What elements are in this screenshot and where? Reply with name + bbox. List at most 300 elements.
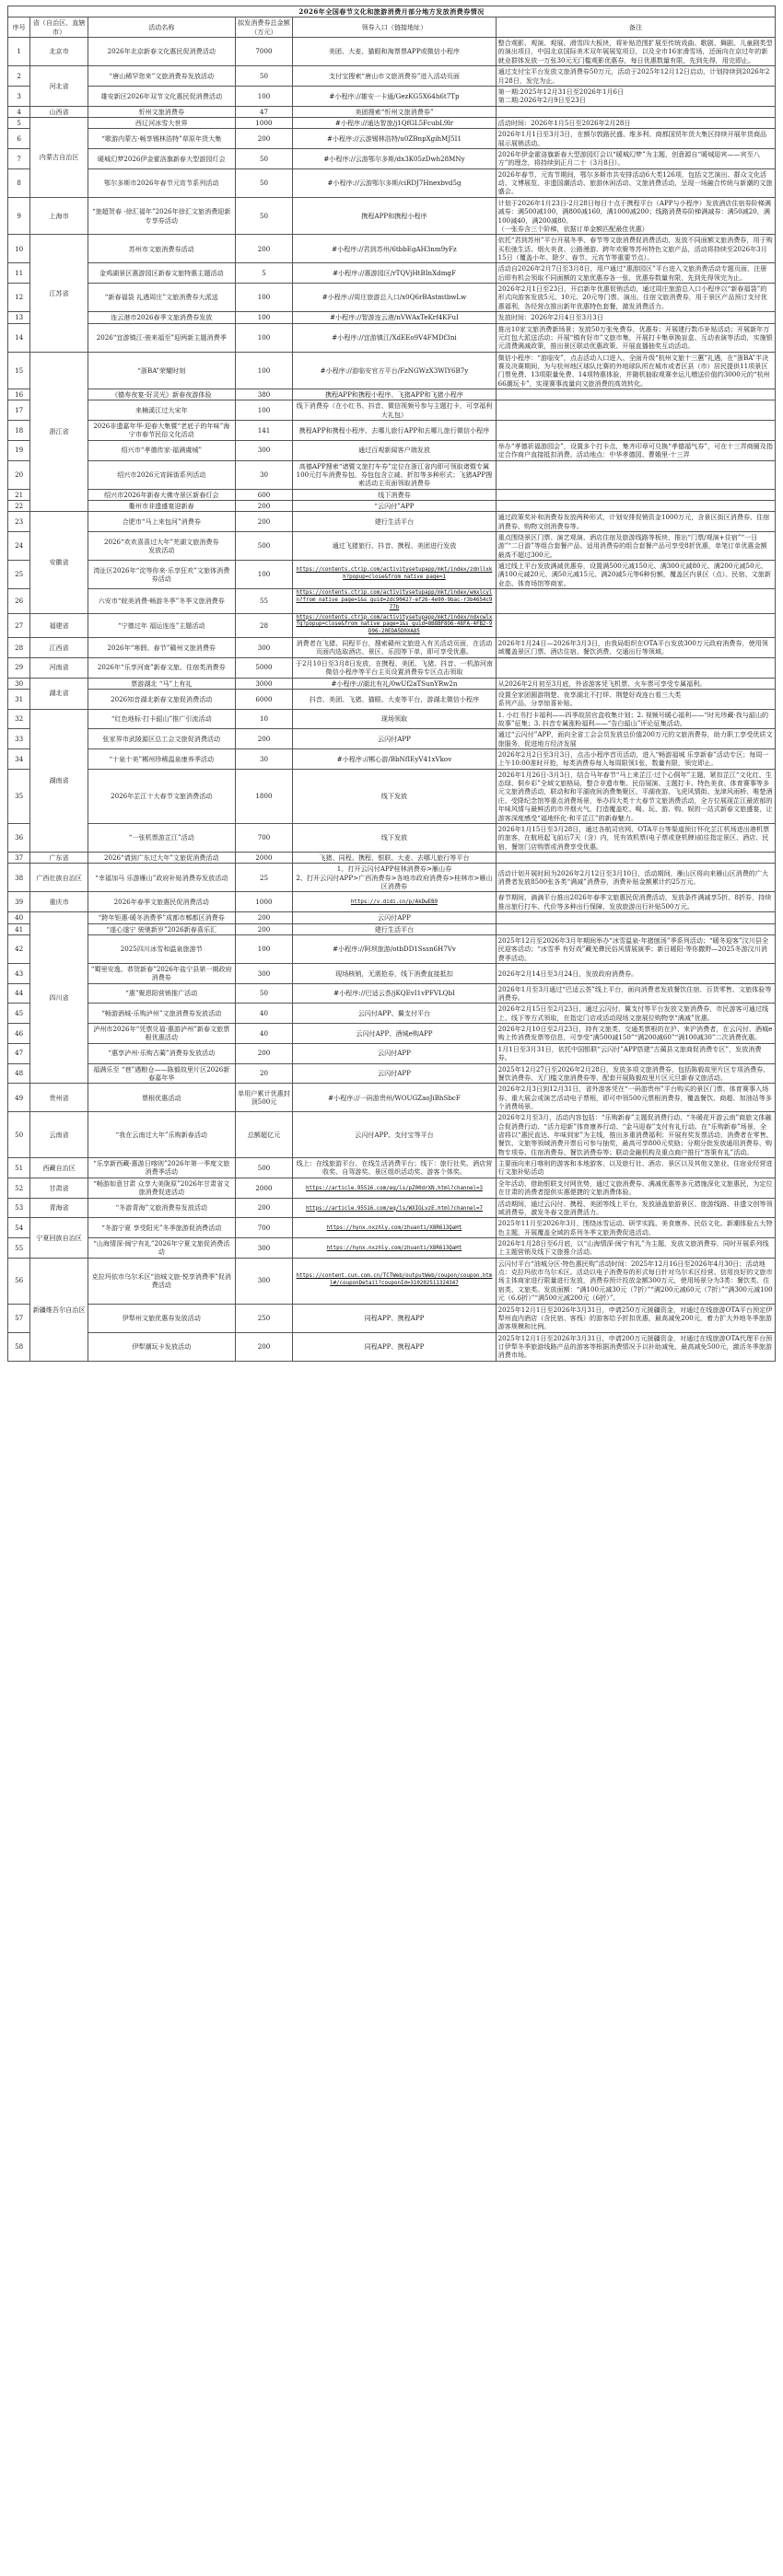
activity-name-cell: 鄂尔多斯市2026年春节元宵节系列活动 — [88, 168, 235, 197]
amount-cell: 50 — [235, 66, 293, 87]
note-cell — [496, 489, 775, 500]
note-cell — [496, 613, 775, 637]
entry-link[interactable]: https://contents.ctrip.com/activitysetupapp/mkt/index/wmxlcyln?from_native_page=1&s_guid=2dc90427-ef26-4e90-9bac-r3b4654c977b — [296, 590, 493, 610]
row-index: 29 — [8, 657, 30, 678]
row-index: 12 — [8, 284, 30, 312]
table-row — [8, 1112, 776, 1158]
entry-cell[interactable] — [293, 1198, 496, 1218]
amount-cell: 50 — [235, 983, 293, 1004]
row-index: 6 — [8, 129, 30, 149]
province-cell: 广西壮族自治区 — [30, 864, 88, 892]
activity-name-cell: 连云港市2026春季文旅消费券发放 — [88, 312, 235, 323]
row-index: 40 — [8, 912, 30, 923]
amount-cell: 200 — [235, 1043, 293, 1063]
entry-cell: 建行生活平台 — [293, 923, 496, 934]
row-index: 27 — [8, 613, 30, 637]
entry-cell: #小程序://云游鄂尔多斯/dx3K05zDwh28MNy — [293, 149, 496, 169]
row-index: 10 — [8, 235, 30, 263]
amount-cell: 200 — [235, 1198, 293, 1218]
table-row — [8, 1304, 776, 1332]
entry-cell: 云闪付APP、支付宝等平台 — [293, 1112, 496, 1158]
table-row — [8, 460, 776, 489]
entry-cell[interactable] — [293, 1238, 496, 1259]
entry-cell: 抖音、美团、飞猪、猫眼、大麦等平台，游湖北微信小程序 — [293, 689, 496, 709]
table-row — [8, 1238, 776, 1259]
note-cell — [496, 421, 775, 441]
entry-cell: 现场核销，无需抢券，线下消费直接抵扣 — [293, 963, 496, 983]
note-cell: 2025年12月27日至2026年2月28日，发放多项文旅消费券，包括陈毅故里片区专项消费券、餐饮消费券、无门槛文旅消费券等，配套开展陈毅故里片区元旦新春文旅活动。 — [496, 1063, 775, 1084]
row-index: 13 — [8, 312, 30, 323]
activity-name-cell: 2026年“乐享河南”新春文旅、住宿类消费券 — [88, 657, 235, 678]
row-index: 21 — [8, 489, 30, 500]
entry-cell: 于2月10日至3月8日发放，在携程、美团、飞猪、抖音、一机游河南微信小程序等平台主页设置消费券专区点击领取 — [293, 657, 496, 678]
activity-name-cell: “幸福加马 乐游雁山”政府补贴消费券发放活动 — [88, 864, 235, 892]
province-cell: 北京市 — [30, 38, 88, 66]
province-cell: 江西省 — [30, 638, 88, 658]
table-header-row — [8, 17, 776, 38]
activity-name-cell: 2026“欢欢喜喜过大年”芜湖文旅消费券 发放活动 — [88, 532, 235, 561]
province-cell: 内蒙古自治区 — [30, 117, 88, 197]
amount-cell: 600 — [235, 489, 293, 500]
row-index: 25 — [8, 561, 30, 589]
entry-cell: 消费者在飞猪、同程平台，搜索赣州文旅进入有关活动页面，在活动页面内选取酒店、景区、乐园等下单，即可享受优惠。 — [293, 638, 496, 658]
row-index: 2 — [8, 66, 30, 87]
amount-cell: 3000 — [235, 678, 293, 689]
activity-name-cell: 苏州市文旅消费券活动 — [88, 235, 235, 263]
entry-link[interactable]: https://v.didi.cn/p/AkDwEB9 — [350, 899, 438, 906]
note-cell: 活动时间：2026年1月5日至2026年2月28日 — [496, 117, 775, 128]
table-row — [8, 657, 776, 678]
activity-name-cell: 绍兴市2026年新春大佛寺景区新春灯会 — [88, 489, 235, 500]
amount-cell: 200 — [235, 512, 293, 532]
note-cell: 主要面向来日喀则的游客和本地游客，以及旅行社、酒店、景区以及其他文旅业、住宿业经营进行文旅补贴活动 — [496, 1158, 775, 1178]
note-cell: 设置全家团圆游荆楚、夜享湖北不打烊、荆楚好戏连台看三大类 系列产品，分享惊喜补贴。 — [496, 689, 775, 709]
activity-name-cell: 2025四川冰雪和温泉旅游节 — [88, 934, 235, 963]
province-cell: 山西省 — [30, 106, 88, 117]
row-index: 5 — [8, 117, 30, 128]
note-cell: 2026年1月28日至6月底，以“山海情深·闽宁有礼”为主题，发放文旅消费券，同时开展系列线上主题营销及线下文旅推介活动。 — [496, 1238, 775, 1259]
table-row — [8, 1178, 776, 1198]
activity-name-cell: “十泉十美”郴州珍稀温泉康养季活动 — [88, 749, 235, 770]
province-cell: 贵州省 — [30, 1084, 88, 1112]
row-index: 15 — [8, 352, 30, 389]
entry-cell: 云闪付APP — [293, 1043, 496, 1063]
entry-cell: 美团搜索“忻州文旅消费券” — [293, 106, 496, 117]
amount-cell: 1000 — [235, 117, 293, 128]
row-index: 43 — [8, 963, 30, 983]
activity-name-cell: “遂心遂宁 骏驰新岁”2026新春喜乐汇 — [88, 923, 235, 934]
entry-cell: #小程序://云游鄂尔多斯/ciRDJ7Hnexbvd5g — [293, 168, 496, 197]
entry-link[interactable]: https://contents.ctrip.com/activitysetupapp/mkt/index/zdnllxkh?popup=close&from_native_page=1 — [296, 567, 493, 581]
amount-cell: 300 — [235, 1258, 293, 1304]
province-cell: 安徽省 — [30, 512, 88, 613]
entry-link[interactable]: https://contents.ctrip.com/activitysetupapp/mkt/index/ndxcwlxfq?popup=close&from_native_page=1&s_guid=8B8BF8O6-48FA-4FB2-9D96-20EDA5D0XA85 — [296, 614, 493, 635]
column-header-amount: 拟发消费券总金额（万元） — [235, 17, 293, 38]
entry-cell: 支付宝搜索“唐山市文旅消费券”进入活动页面 — [293, 66, 496, 87]
row-index: 39 — [8, 892, 30, 912]
entry-link[interactable]: https://content.cun.com.cn/TCTWeb/outputWeb/coupon/coupon.html#/couponDetail?couponId=310202511324347 — [296, 1273, 493, 1287]
entry-cell: 云闪付APP、翼支付平台 — [293, 1004, 496, 1024]
entry-cell[interactable] — [293, 613, 496, 637]
row-index: 54 — [8, 1218, 30, 1238]
entry-cell: #小程序://游临安官方平台/FzNGWzX3WIY6B7y — [293, 352, 496, 389]
entry-link[interactable]: https://hynx.nxzhly.com/zhuanti/X8R613QaHt — [326, 1225, 462, 1232]
amount-cell: 单用户累计优惠封顶500元 — [235, 1084, 293, 1112]
province-cell: 河北省 — [30, 66, 88, 106]
province-cell: 西藏自治区 — [30, 1158, 88, 1178]
table-row — [8, 934, 776, 963]
note-cell: 通过“云闪付”APP，面向全省工会会员发放总价值200万元的文旅消费券，助力职工享受优质文旅服务，促进地方经济发展 — [496, 729, 775, 749]
note-cell: 2026年2月10日至2月23日，持有文旅类、交通类票根的在沪、来沪消费者，在云闪付、酒城e购上传消费发票等信息，可享受“满500减150”“满200减60”“满100减30”二次消费优惠。 — [496, 1024, 775, 1044]
note-cell: 微信小程序：“游临安”，点击活动入口进入、全面升级“杭州文旅十三蕙”礼遇，在“浙BA”半决赛及决赛期间，为与杭州地区球队比赛的外地球队所在城市或者区县（市）居民提供11项景区门票免费、13项限量免费、14项特惠体验，并随机抽取观赛幸运儿赠送价值约3000元的“杭州66潮玩卡”，实现赛事流量向文旅消费的高效转化。 — [496, 352, 775, 389]
row-index: 49 — [8, 1084, 30, 1112]
activity-name-cell: “唐山稀罕您来”文旅消费券发放活动 — [88, 66, 235, 87]
note-cell — [496, 912, 775, 923]
row-index: 41 — [8, 923, 30, 934]
entry-cell: 云闪付APP — [293, 912, 496, 923]
activity-name-cell: 六安市“皖美消费·畅游冬季”冬季文旅消费券 — [88, 589, 235, 613]
row-index: 38 — [8, 864, 30, 892]
entry-cell: #小程序://惠游园区/rTQVjHtBInXdmgF — [293, 263, 496, 284]
row-index: 37 — [8, 852, 30, 863]
table-row — [8, 823, 776, 852]
activity-name-cell: 2026“宜游镇江·骏来福至”迎两新主题消费季 — [88, 323, 235, 352]
activity-name-cell: 克拉玛依市乌尔禾区“油城文旅·悦享消费季”促消费活动 — [88, 1258, 235, 1304]
entry-cell[interactable] — [293, 1258, 496, 1304]
note-cell: 2026年1月26日-3月3日，结合马年春节“马上来芷江·过个心侗年”主题，紧扣芷江“文化红、生态绿、侗乡彩”全域文旅格局，整合非遗市集、民俗展演、主题打卡、特色美食、体育赛事等多元文旅消费活动，联动和和平湖夜间消费集聚区、平湖夜游、飞虎风情街、龙津风雨桥、唯楚酒庄、受降纪念馆等重点消费场景，举办四大类十大春节文旅消费活动，全方位展现芷江最浓郁的年味风情与最鲜活的市井烟火气，打造覆盖吃、喝、玩、游、购、娱的一站式新春文旅盛宴，让游客深度感受“福地怀化·和平芷江”的新春魅力。 — [496, 769, 775, 823]
row-index: 14 — [8, 323, 30, 352]
entry-cell: 线下发放 — [293, 769, 496, 823]
table-row — [8, 963, 776, 983]
note-cell: 2026年2月1日至23日，开启新年优惠促销活动，通过周庄旅游总入口小程序以“新春福袋”的形式向游客发放5元、10元、20元等门票、演出、住宿文旅消费券，用于景区产品预订支付优惠福利，各经营点推出新年优惠特色套餐，激发消费活力。 — [496, 284, 775, 312]
activity-name-cell: 2026“请到广东过大年”文旅促消费活动 — [88, 852, 235, 863]
note-cell: 整合观影、观演、观展、滑雪四大板块，将补贴范围扩展至传统戏曲、歌剧、舞剧、儿童剧类型的演出项目，中国北京国际美术双年展展览项目，以及全市16家滑雪场，还面向在京过年的新就业群体发放一万张30元无门槛观影优惠券，每日优惠数量有限，先到先得，用完即止。 — [496, 38, 775, 66]
row-index: 44 — [8, 983, 30, 1004]
amount-cell: 47 — [235, 106, 293, 117]
note-cell: 2026年2月2日至3月3日，点击小程序首页活动，进入“畅游福城 乐享新春”活动专区；每周一上午10:00准时开抢，每类消费券每人每周限领1张，数量有限，领完即止。 — [496, 749, 775, 770]
row-index: 32 — [8, 709, 30, 729]
row-index: 33 — [8, 729, 30, 749]
row-index: 56 — [8, 1258, 30, 1304]
table-row — [8, 197, 776, 234]
activity-name-cell: “歌游内蒙古·畅享锡林浩特”草原年货大集 — [88, 129, 235, 149]
note-cell: 2025年12月1日至2026年3月31日，申请200万元援疆资金，对通过在线旅游OTA代理平台预订伊犁冬季旅游线路产品的游客等根据消费情况予以补助减免，最高减免500元，激活冬季旅游消费市场。 — [496, 1332, 775, 1361]
entry-cell: 通过飞猪旅行、抖音、携程、美团进行发放 — [293, 532, 496, 561]
table-title-row — [8, 6, 776, 17]
table-row — [8, 589, 776, 613]
entry-cell: 建行生活平台 — [293, 512, 496, 532]
table-row — [8, 117, 776, 128]
activity-name-cell: “我在云南过大年”乐购新春活动 — [88, 1112, 235, 1158]
activity-name-cell: “浙BA”荣耀时刻 — [88, 352, 235, 389]
row-index: 53 — [8, 1198, 30, 1218]
table-row — [8, 389, 776, 400]
table-row — [8, 1043, 776, 1063]
table-row — [8, 500, 776, 511]
note-cell — [496, 389, 775, 400]
row-index: 26 — [8, 589, 30, 613]
entry-cell: 云闪付APP — [293, 1063, 496, 1084]
entry-cell: #小程序://雄安一卡通/GezKG5X64h6t7Tp — [293, 86, 496, 106]
activity-name-cell: “冬游青海”文旅消费券发放活动 — [88, 1198, 235, 1218]
note-cell: 计划于2026年1月23日-2月28日每日十点于携程平台（APP与小程序）发放酒店住宿券阶梯满减券：满500减100，满800减160，满1000减200；线路消费券阶梯满减券：满50减20，满100减40，满200减80。 （一张券含三个阶梯，依据订单金额匹配最佳优惠） — [496, 197, 775, 234]
row-index: 11 — [8, 263, 30, 284]
activity-name-cell: “一张机票游芷江”活动 — [88, 823, 235, 852]
note-cell — [496, 500, 775, 511]
table-row — [8, 106, 776, 117]
row-index: 45 — [8, 1004, 30, 1024]
note-cell: 发放时间：2026年2月4日至3月3日 — [496, 312, 775, 323]
note-cell — [496, 852, 775, 863]
note-cell — [496, 657, 775, 678]
amount-cell: 10 — [235, 709, 293, 729]
row-index: 48 — [8, 1063, 30, 1084]
activity-name-cell: “蜀里安逸、恭贺新春”2026年盐宁县第一期政府消费券 — [88, 963, 235, 983]
note-cell: 1月1日至3月31日，依托中国银联“云闪付”APP搭建“古蔺县文旅商促消费专区”，发放消费券。 — [496, 1043, 775, 1063]
entry-link[interactable]: https://hynx.nxzhly.com/zhuanti/X8R613QaHt — [326, 1245, 462, 1251]
note-cell: 依托“君到苏州”平台开展冬季、春节等文旅消费促消费活动，发放不同面额文旅消费券，用于购买松弛生活、烟火美食、公路漫游、跨年欢聚等苏州特色文旅产品，活动将持续至2026年3月15日（覆盖小年、除夕、春节、元宵节等重要节点）。 — [496, 235, 775, 263]
amount-cell: 30 — [235, 460, 293, 489]
consumption-voucher-table — [7, 6, 776, 1362]
amount-cell: 6000 — [235, 689, 293, 709]
entry-link[interactable]: https://article.95516.com/eq/ls/pZ00drXN.html?channel=3 — [306, 1185, 483, 1191]
activity-name-cell: “新春福袋 礼遇周庄”文旅消费券大派送 — [88, 284, 235, 312]
column-header-province: 省（自治区、直辖市） — [30, 17, 88, 38]
column-header-entry: 领券入口（链接地址） — [293, 17, 496, 38]
row-index: 18 — [8, 421, 30, 441]
table-row — [8, 1332, 776, 1361]
entry-cell: #小程序://云游锡林浩特/u0ZBnpXgihMJ5I1 — [293, 129, 496, 149]
entry-cell: #小程序://通达智旅/j1QfGL5FcubL9lr — [293, 117, 496, 128]
row-index: 19 — [8, 440, 30, 460]
row-index: 17 — [8, 400, 30, 421]
activity-name-cell: “惠享泸州·乐购古蔺”消费券发放活动 — [88, 1043, 235, 1063]
row-index: 20 — [8, 460, 30, 489]
amount-cell: 50 — [235, 168, 293, 197]
table-row — [8, 352, 776, 389]
table-row — [8, 489, 776, 500]
table-row — [8, 1084, 776, 1112]
note-cell: 2026年1月24日—2026年3月3日，由我局组织在OTA平台发放300万元政府消费券，使用领域覆盖景区门票、酒店住宿、餐饮消费、交通出行等领域。 — [496, 638, 775, 658]
amount-cell: 200 — [235, 235, 293, 263]
table-row — [8, 852, 776, 863]
table-row — [8, 1218, 776, 1238]
amount-cell: 700 — [235, 823, 293, 852]
activity-name-cell: 伊犁潮玩卡发放活动 — [88, 1332, 235, 1361]
note-cell: 活动期间，通过云闪付、携程、美团等线上平台，发放涵盖旅游景区、旅游线路、非遗文创等领域消费券，激发冬春文旅消费活力。 — [496, 1198, 775, 1218]
activity-name-cell: 2026年“寒假、春节”赣州文旅消费券 — [88, 638, 235, 658]
column-header-activity: 活动名称 — [88, 17, 235, 38]
row-index: 35 — [8, 769, 30, 823]
entry-cell: 线下发放 — [293, 823, 496, 852]
entry-cell: #小程序://宜游镇江/XdEEo9V4FMDf3ni — [293, 323, 496, 352]
amount-cell: 100 — [235, 86, 293, 106]
row-index: 4 — [8, 106, 30, 117]
amount-cell: 1800 — [235, 769, 293, 823]
table-row — [8, 1063, 776, 1084]
row-index: 30 — [8, 678, 30, 689]
amount-cell: 5000 — [235, 657, 293, 678]
province-cell: 宁夏回族自治区 — [30, 1218, 88, 1258]
note-cell: 2026年2月至3月，活动内容包括：“乐购新春”主题促消费行动、“冬暖花开游云南”商旅文体融合促消费行动、“活力迎新”体育康养行动、“金马迎春”支付有礼行动。在“乐购新春”场景，全省将以“惠民直达、年味到家”为主线，推出多重消费福利；开展有奖发票活动，消费者在零售、餐饮、文旅等领域消费开票后可参与抽奖，最高可享800元奖励；分期分批发放通用消费券、购物专项券、住宿消费券、餐饮消费券等；联动金融机构及重点商户推行“答策有礼”活动。 — [496, 1112, 775, 1158]
amount-cell: 141 — [235, 421, 293, 441]
note-cell: 2026年1月至3月通过“巴适云荟”线上平台，面向消费者发放餐饮住宿、百货零售、文旅体验等消费券。 — [496, 983, 775, 1004]
row-index: 7 — [8, 149, 30, 169]
note-cell: 2025年11月至2026年3月，围绕冰雪运动、研学实践、美食康养、民俗文化、新潮体验五大特色主题，开展覆盖全域的系列冬季文旅消费促进活动。 — [496, 1218, 775, 1238]
column-header-note: 备注 — [496, 17, 775, 38]
note-cell — [496, 923, 775, 934]
note-cell: 活动自2026年2月7日至3月8日，用户通过“惠游园区”平台进入文旅消费活动专题页面，注册后即有机会领取不同面额的文旅优惠券各一张，优惠券数量有限，先到先得领完为止。 — [496, 263, 775, 284]
row-index: 42 — [8, 934, 30, 963]
row-index: 9 — [8, 197, 30, 234]
amount-cell: 28 — [235, 613, 293, 637]
amount-cell: 200 — [235, 500, 293, 511]
amount-cell: 300 — [235, 1238, 293, 1259]
amount-cell: 250 — [235, 1304, 293, 1332]
entry-cell: 现场领取 — [293, 709, 496, 729]
entry-cell: 携程APP和携程小程序 — [293, 197, 496, 234]
entry-cell: 线上：在线旅游平台、在线生活消费平台；线下：旅行社奖、酒店营收奖、自驾游奖、景区组织活动奖、游客个体奖。 — [293, 1158, 496, 1178]
note-cell: 从2026年2月初至3月底，外省游客凭飞机票、火车票可享受专属福利。 — [496, 678, 775, 689]
province-cell: 四川省 — [30, 912, 88, 1084]
note-cell — [496, 106, 775, 117]
table-row — [8, 512, 776, 532]
note-cell: 通过线上平台发放满减优惠券，设置满500元减150元、满300元减80元、满200元减50元、满100元减20元、满50元减15元、满20减5元等6种份额，覆盖区内景区（点）、民宿、文旅新业态、体育场馆等商家。 — [496, 561, 775, 589]
row-index: 57 — [8, 1304, 30, 1332]
amount-cell: 300 — [235, 638, 293, 658]
amount-cell: 100 — [235, 323, 293, 352]
note-cell: 2026年2月3日到12月31日，省外游客凭在“一码游贵州”平台购买的景区门票、体育赛事入场券、重大展会或演艺活动电子票根，即可申领500元票根消费券，覆盖餐饮、商超、加油站等多个消费场景。 — [496, 1084, 775, 1112]
activity-name-cell: “畅游酒城·乐购泸州”文旅消费券发放活动 — [88, 1004, 235, 1024]
note-cell — [496, 400, 775, 421]
note-cell: 重点围绕景区门票、演艺观演、酒店住宿及旅游线路等板块，推出“门票/观演+住宿”“一日游”“二日游”等组合套餐产品。适用消费券的组合套餐产品可享受8折优惠，单笔订单优惠金额最高不超过300元。 — [496, 532, 775, 561]
note-cell: 云闪付平台“油城分区·特色惠民购”活动时间：2025年12月16日至2026年4月30日；活动地点：克拉玛依市乌尔禾区。活动以电子消费券的形式每日针对乌尔禾区经营、信用良好的文旅市场主体商家进行限量进行发放，消费券预计投放金额300万元，使用场景分为3类：餐饮类、住宿类、文旅类。发放面额：“满100元减30元（7折）”“满200元减60元（7折）”“满300元减100元（6.6折）”“满500元减200元（6折）”。 — [496, 1258, 775, 1304]
table-row — [8, 1258, 776, 1304]
amount-cell: 700 — [235, 1218, 293, 1238]
table-row — [8, 284, 776, 312]
amount-cell: 100 — [235, 934, 293, 963]
amount-cell: 2000 — [235, 1178, 293, 1198]
amount-cell: 7000 — [235, 38, 293, 66]
row-index: 16 — [8, 389, 30, 400]
province-cell: 青海省 — [30, 1198, 88, 1218]
column-header-index: 序号 — [8, 17, 30, 38]
entry-cell: 云闪付APP — [293, 729, 496, 749]
table-row — [8, 440, 776, 460]
activity-name-cell: “红色地标·打卡韶山”推广引流活动 — [88, 709, 235, 729]
table-row — [8, 400, 776, 421]
row-index: 51 — [8, 1158, 30, 1178]
activity-name-cell: 2026年春季文旅惠民促消费活动 — [88, 892, 235, 912]
province-cell: 云南省 — [30, 1112, 88, 1158]
activity-name-cell: “宁德过年 福运连连”主题活动 — [88, 613, 235, 637]
amount-cell: 50 — [235, 149, 293, 169]
province-cell: 甘肃省 — [30, 1178, 88, 1198]
activity-name-cell: “惠”聚恩阳营销推广活动 — [88, 983, 235, 1004]
activity-name-cell: 合肥市“马上来包河”消费券 — [88, 512, 235, 532]
activity-name-cell: “山海情深·闽宁有礼”2026年宁夏文旅促消费活动 — [88, 1238, 235, 1259]
activity-name-cell: 2026非遗嘉年华·迎春大集暨“老底子的年味”海宁市春节民俗文化活动 — [88, 421, 235, 441]
table-row — [8, 689, 776, 709]
entry-cell: 线下消费券 — [293, 489, 496, 500]
activity-name-cell: 票游湖北 “马”上有礼 — [88, 678, 235, 689]
amount-cell: 380 — [235, 389, 293, 400]
entry-cell[interactable] — [293, 561, 496, 589]
note-cell — [496, 460, 775, 489]
province-cell: 湖南省 — [30, 709, 88, 852]
amount-cell: 200 — [235, 923, 293, 934]
activity-name-cell: 泸州市2026年“凭票兑福·惠游泸州”新春文旅票根优惠活动 — [88, 1024, 235, 1044]
table-row — [8, 923, 776, 934]
activity-name-cell: 伊犁州文旅优惠券发放活动 — [88, 1304, 235, 1332]
table-row — [8, 769, 776, 823]
amount-cell: 100 — [235, 284, 293, 312]
entry-link[interactable]: https://article.95516.com/eq/ls/WXIGLvzE.html?channel=7 — [306, 1205, 483, 1212]
table-row — [8, 38, 776, 66]
note-cell: 1. 小红书打卡福利——四季故居官盒收集计划；2. 视频号暖心福利——“时光珍藏·我与韶山的故事”征集；3. 抖音专属涨粉福利——“告白韶山”评论征集活动。 — [496, 709, 775, 729]
amount-cell: 100 — [235, 400, 293, 421]
amount-cell: 2000 — [235, 852, 293, 863]
table-row — [8, 263, 776, 284]
entry-cell[interactable] — [293, 1218, 496, 1238]
table-row — [8, 613, 776, 637]
row-index: 22 — [8, 500, 30, 511]
note-cell: 活动计划开展时间为2026年2月12日至3月10日，活动期间，雁山区将向来雁山区消费的广大消费者发放8500张各类“满减”消费券，消费补贴金额累计约25万元。 — [496, 864, 775, 892]
table-row — [8, 749, 776, 770]
activity-name-cell: 《德寿夜宴·好灵光》新春夜游体验 — [88, 389, 235, 400]
row-index: 3 — [8, 86, 30, 106]
province-cell: 湖北省 — [30, 678, 88, 709]
note-cell — [496, 589, 775, 613]
amount-cell: 200 — [235, 129, 293, 149]
note-cell: 2026年2月14日至3月24日，发放政府消费券。 — [496, 963, 775, 983]
entry-cell: #小程序://智游连云港/nVWAxTeKrf4KFuI — [293, 312, 496, 323]
entry-cell: 携程APP和携程小程序、飞猪APP和飞猪小程序 — [293, 389, 496, 400]
activity-name-cell: 2026知音湖北新春文旅促消费活动 — [88, 689, 235, 709]
amount-cell: 1000 — [235, 892, 293, 912]
entry-cell[interactable] — [293, 892, 496, 912]
table-row — [8, 323, 776, 352]
entry-cell: 同程APP、携程APP — [293, 1332, 496, 1361]
entry-cell[interactable] — [293, 589, 496, 613]
row-index: 46 — [8, 1024, 30, 1044]
row-index: 1 — [8, 38, 30, 66]
entry-cell: “云闪付”APP — [293, 500, 496, 511]
table-row — [8, 312, 776, 323]
entry-cell: #小程序://周庄旅游总入口/x0Q6rBAstmtbwLw — [293, 284, 496, 312]
province-cell: 河南省 — [30, 657, 88, 678]
province-cell: 重庆市 — [30, 892, 88, 912]
amount-cell: 40 — [235, 1004, 293, 1024]
table-row — [8, 678, 776, 689]
entry-cell: 飞猪、同程、携程、银联、大麦、去哪儿旅行等平台 — [293, 852, 496, 863]
table-row — [8, 561, 776, 589]
table-row — [8, 638, 776, 658]
row-index: 55 — [8, 1238, 30, 1259]
table-row — [8, 168, 776, 197]
note-cell: 2026年1月1日至3月3日，在额尔敦路民盛、维多利、商都国贸年货大集区持续开展年货商品展示展销活动。 — [496, 129, 775, 149]
amount-cell: 100 — [235, 561, 293, 589]
note-cell: 2026年春节、元宵节期间，鄂尔多斯市共安排活动6大类126项，包括文艺演出、群众文化活动、文博展览、非遗国潮活动、旅游休闲活动、文旅消费活动，呈现一场融合传统与新潮的文旅盛会。 — [496, 168, 775, 197]
amount-cell: 200 — [235, 1332, 293, 1361]
note-cell: 通过政策奖补和消费券发放两种形式，计划安排促销资金1000万元，含景区街区消费券、住宿消费券、购物文创消费券等。 — [496, 512, 775, 532]
activity-name-cell: 张家界市武陵源区总工会文旅促消费活动 — [88, 729, 235, 749]
table-row — [8, 892, 776, 912]
entry-cell[interactable] — [293, 1178, 496, 1198]
row-index: 58 — [8, 1332, 30, 1361]
table-row — [8, 729, 776, 749]
amount-cell: 总额超亿元 — [235, 1112, 293, 1158]
